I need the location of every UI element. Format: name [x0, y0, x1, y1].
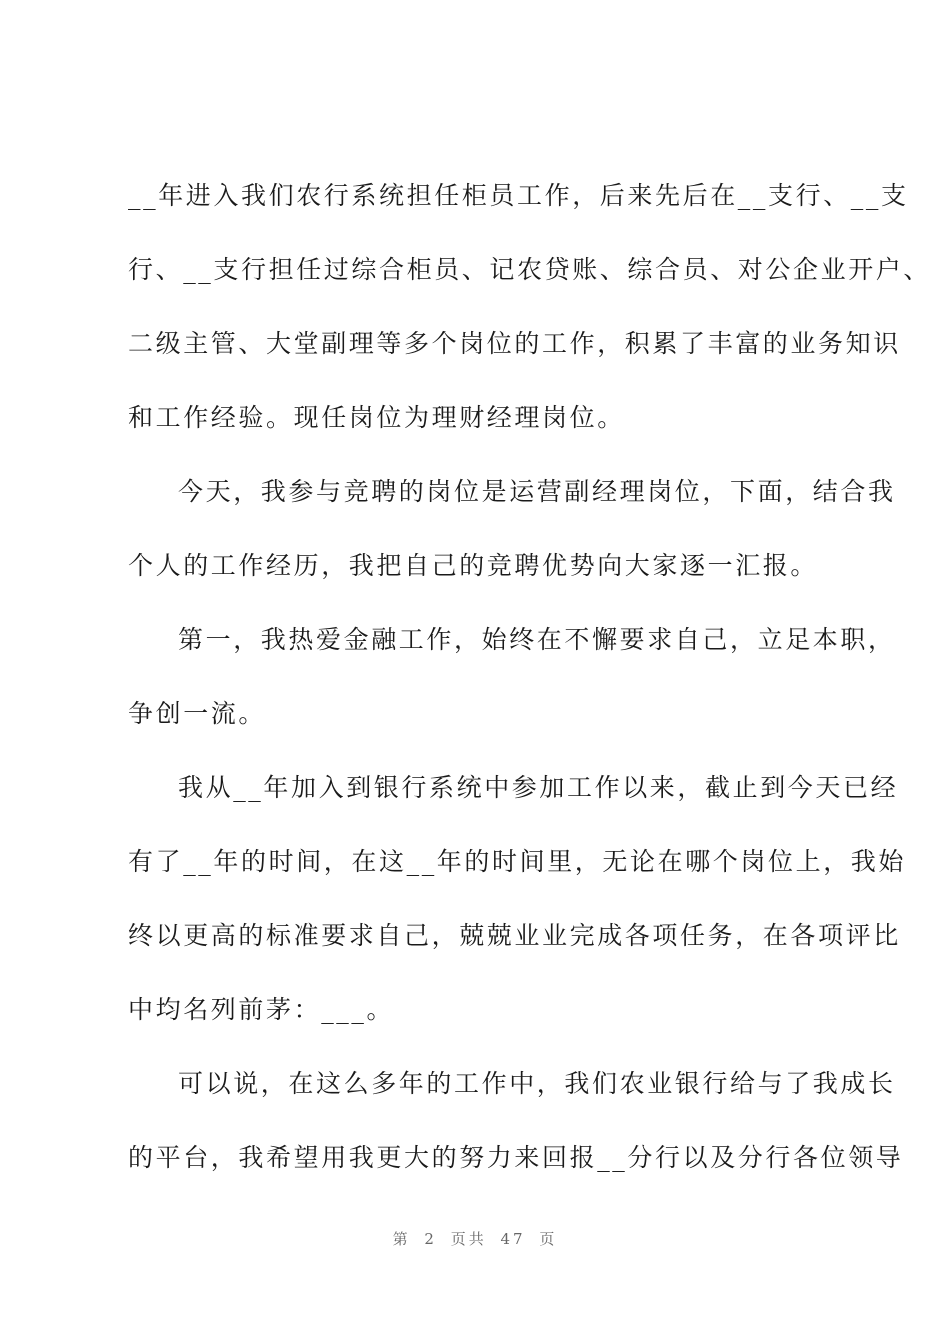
text-line: 有了__年的时间，在这__年的时间里，无论在哪个岗位上，我始: [128, 847, 907, 876]
text-line: 二级主管、大堂副理等多个岗位的工作，积累了丰富的业务知识: [128, 329, 901, 358]
document-body: [128, 172, 932, 1208]
text-line: 争创一流。: [128, 699, 267, 728]
text-line: 可以说，在这么多年的工作中，我们农业银行给与了我成长: [178, 1069, 896, 1098]
text-line: 第一，我热爱金融工作，始终在不懈要求自己，立足本职，: [178, 625, 896, 654]
text-line: 终以更高的标准要求自己，兢兢业业完成各项任务，在各项评比: [128, 921, 901, 950]
text-line: 和工作经验。现任岗位为理财经理岗位。: [128, 403, 625, 432]
text-line: 我从__年加入到银行系统中参加工作以来，截止到今天已经: [178, 773, 899, 802]
text-line: 行、__支行担任过综合柜员、记农贷账、综合员、对公企业开户、: [128, 255, 932, 284]
text-line: 中均名列前茅：___。: [128, 995, 395, 1024]
text-line: 今天，我参与竞聘的岗位是运营副经理岗位，下面，结合我: [178, 477, 896, 506]
text-line: 的平台，我希望用我更大的努力来回报__分行以及分行各位领导: [128, 1143, 904, 1172]
text-line: 个人的工作经历，我把自己的竞聘优势向大家逐一汇报。: [128, 551, 819, 580]
text-line: __年进入我们农行系统担任柜员工作，后来先后在__支行、__支: [128, 181, 909, 210]
page-number-footer: 第 2 页共 47 页: [392, 1230, 558, 1248]
